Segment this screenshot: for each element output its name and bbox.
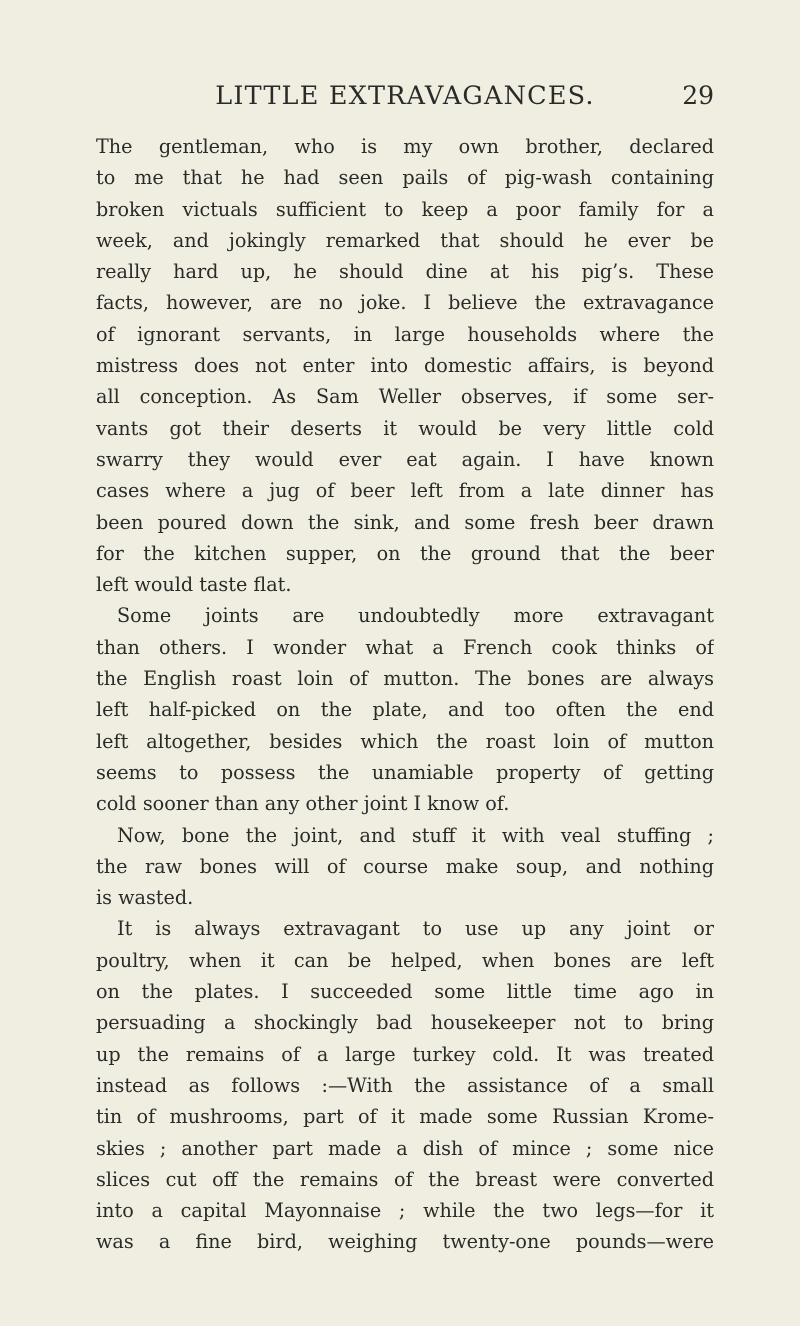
text-line: left would taste flat. [96,573,292,597]
page-header [96,76,714,116]
text-line: The gentleman, who is my own brother, declared [96,135,714,158]
text-line: cold sooner than any other joint I know of. [96,792,510,816]
text-line: up the remains of a large turkey cold. It was treated [96,1042,714,1066]
text-line: for the kitchen supper, on the ground that the beer [96,541,714,565]
text-line: swarry they would ever eat again. I have known [96,447,714,471]
text-line: slices cut off the remains of the breast were converted [96,1167,714,1191]
text-line: cases where a jug of beer left from a late dinner has [96,479,714,503]
text-line: the English roast loin of mutton. The bones are always [96,667,714,691]
text-line: tin of mushrooms, part of it made some Russian Krome- [96,1105,714,1129]
text-line: poultry, when it can be helped, when bones are left [96,948,714,972]
text-line: left altogether, besides which the roast loin of mutton [96,729,714,753]
text-line: to me that he had seen pails of pig-wash containing [96,166,714,190]
text-line: seems to possess the unamiable property of getting [96,760,714,784]
text-line: Now, bone the joint, and stuff it with veal stuffing ; [117,823,714,847]
text-line: all conception. As Sam Weller observes, if some ser- [96,385,714,409]
text-line: persuading a shockingly bad housekeeper not to bring [96,1011,714,1035]
text-line: on the plates. I succeeded some little time ago in [96,980,714,1004]
text-line: of ignorant servants, in large households where the [96,322,714,346]
text-line: into a capital Mayonnaise ; while the two legs—for it [96,1199,714,1223]
text-line: the raw bones will of course make soup, and nothing [96,854,714,878]
text-line: was a fine bird, weighing twenty-one pounds—were [96,1230,714,1254]
text-line: Some joints are undoubtedly more extravagant [117,604,714,628]
text-line: vants got their deserts it would be very little cold [96,416,714,440]
text-line: instead as follows :—With the assistance of a small [96,1073,714,1097]
text-line: It is always extravagant to use up any joint or [117,917,714,941]
running-head: LITTLE EXTRAVAGANCES. [215,81,595,111]
text-line: skies ; another part made a dish of mince ; some nice [96,1136,714,1160]
text-line: than others. I wonder what a French cook thinks of [96,635,714,659]
text-line: week, and jokingly remarked that should he ever be [96,228,714,252]
body-text [96,131,714,1258]
text-line: been poured down the sink, and some fresh beer drawn [96,510,714,534]
text-line: mistress does not enter into domestic affairs, is beyond [96,354,714,378]
text-line: left half-picked on the plate, and too often the end [96,698,714,722]
page-number: 29 [682,81,714,110]
text-line: really hard up, he should dine at his pig’s. These [96,260,714,284]
text-line: is wasted. [96,886,194,910]
text-line: broken victuals sufficient to keep a poor family for a [96,197,714,221]
text-line: facts, however, are no joke. I believe the extravagance [96,291,714,315]
